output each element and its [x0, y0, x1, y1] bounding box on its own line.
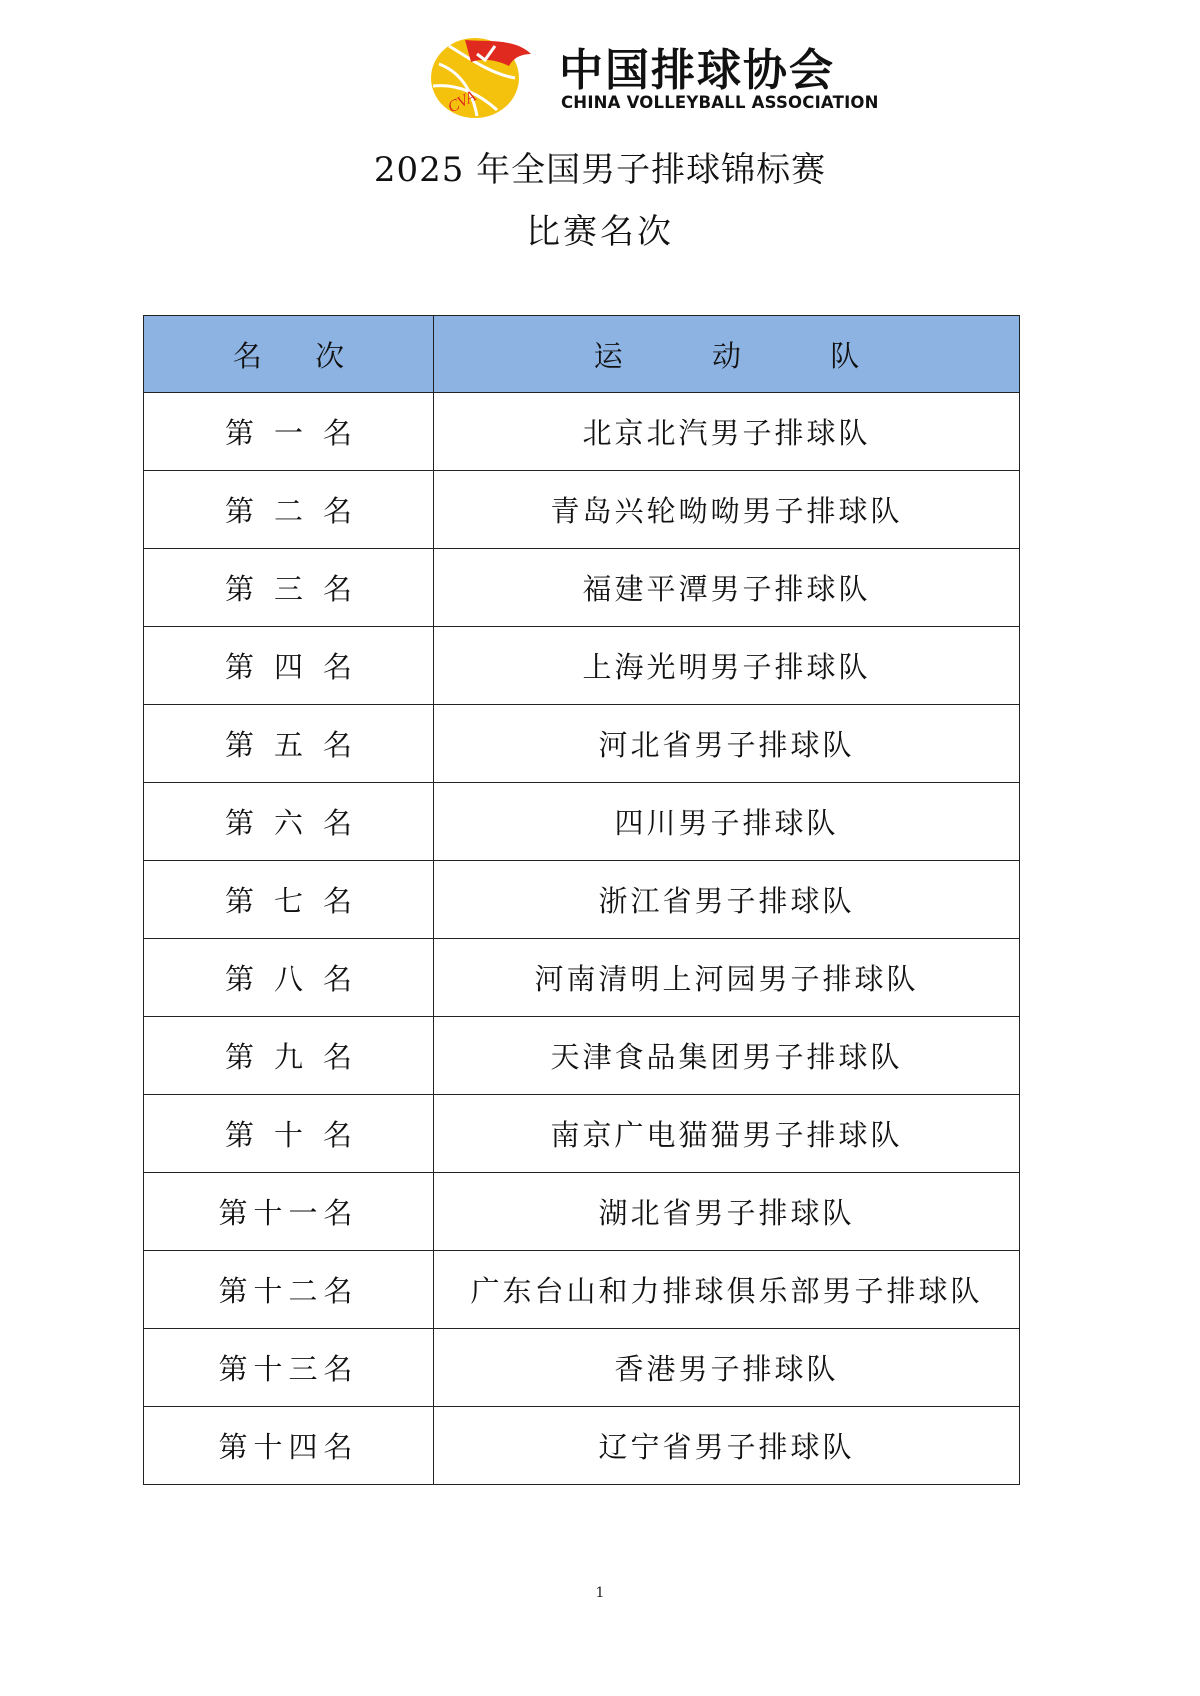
- team-cell: 香港男子排球队: [434, 1329, 1020, 1407]
- document-subtitle: 比赛名次: [526, 212, 674, 252]
- team-cell: 上海光明男子排球队: [434, 627, 1020, 705]
- rank-cell: 第二名: [144, 471, 434, 549]
- table-row: [144, 861, 1020, 939]
- table-row: [144, 393, 1020, 471]
- table-row: [144, 939, 1020, 1017]
- header-rank: 名 次: [144, 316, 434, 393]
- logo-name-english: CHINA VOLLEYBALL ASSOCIATION: [561, 93, 879, 112]
- table-row: [144, 783, 1020, 861]
- table-row: [144, 705, 1020, 783]
- table-row: [144, 1095, 1020, 1173]
- page-number: 1: [595, 1585, 605, 1601]
- volleyball-emblem-icon: [425, 34, 533, 120]
- rank-cell: 第十三名: [144, 1329, 434, 1407]
- team-cell: 河北省男子排球队: [434, 705, 1020, 783]
- cva-logo: [425, 30, 879, 120]
- rank-cell: 第四名: [144, 627, 434, 705]
- rank-cell: 第五名: [144, 705, 434, 783]
- rank-cell: 第七名: [144, 861, 434, 939]
- team-cell: 福建平潭男子排球队: [434, 549, 1020, 627]
- team-cell: 南京广电猫猫男子排球队: [434, 1095, 1020, 1173]
- table-row: [144, 1329, 1020, 1407]
- rank-cell: 第九名: [144, 1017, 434, 1095]
- rank-cell: 第三名: [144, 549, 434, 627]
- table-row: [144, 1407, 1020, 1485]
- rank-cell: 第一名: [144, 393, 434, 471]
- team-cell: 浙江省男子排球队: [434, 861, 1020, 939]
- team-cell: 青岛兴轮呦呦男子排球队: [434, 471, 1020, 549]
- team-cell: 辽宁省男子排球队: [434, 1407, 1020, 1485]
- rank-cell: 第八名: [144, 939, 434, 1017]
- emblem-text: CVA: [445, 87, 479, 117]
- team-cell: 四川男子排球队: [434, 783, 1020, 861]
- team-cell: 河南清明上河园男子排球队: [434, 939, 1020, 1017]
- team-cell: 湖北省男子排球队: [434, 1173, 1020, 1251]
- rank-cell: 第十二名: [144, 1251, 434, 1329]
- table-row: [144, 471, 1020, 549]
- rank-cell: 第十四名: [144, 1407, 434, 1485]
- table-row: [144, 1251, 1020, 1329]
- table-row: [144, 549, 1020, 627]
- header-team: 运 动 队: [434, 316, 1020, 393]
- rank-cell: 第十名: [144, 1095, 434, 1173]
- team-cell: 广东台山和力排球俱乐部男子排球队: [434, 1251, 1020, 1329]
- table-row: [144, 1017, 1020, 1095]
- table-header-row: [144, 316, 1020, 393]
- team-cell: 北京北汽男子排球队: [434, 393, 1020, 471]
- rank-cell: 第十一名: [144, 1173, 434, 1251]
- document-title: 2025 年全国男子排球锦标赛: [373, 150, 827, 190]
- table-row: [144, 627, 1020, 705]
- logo-name-chinese: 中国排球协会: [559, 45, 835, 96]
- team-cell: 天津食品集团男子排球队: [434, 1017, 1020, 1095]
- table-row: [144, 1173, 1020, 1251]
- standings-table: [143, 315, 1020, 1485]
- rank-cell: 第六名: [144, 783, 434, 861]
